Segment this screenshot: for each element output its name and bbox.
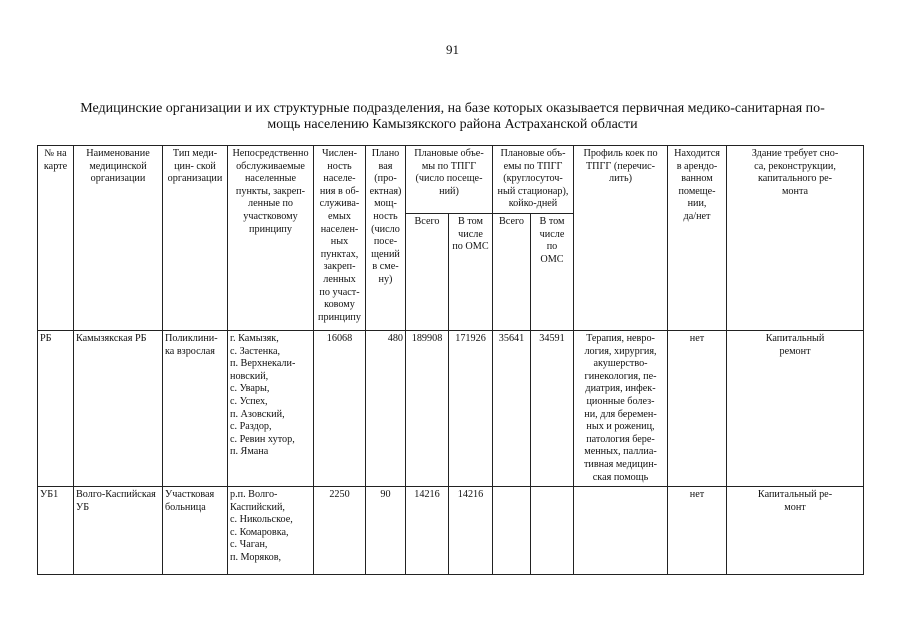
cell-line: (число посеще-	[415, 173, 483, 185]
cell-line: диатрия, инфек-	[585, 383, 656, 395]
cell-line: населенные	[244, 173, 297, 185]
cell-line: г. Камызяк,	[230, 332, 279, 344]
cell-capacity: 480	[366, 330, 406, 486]
cell-line: цин- ской	[174, 160, 216, 172]
cell-line: карте	[43, 160, 68, 172]
cell-line: Наименование	[86, 148, 150, 159]
cell-repair	[727, 487, 864, 575]
cell-line: (число	[371, 223, 400, 235]
cell-line: мы по ТПГГ	[421, 160, 477, 172]
cell-visits-oms: 171926	[449, 330, 493, 486]
header-row-1	[38, 146, 864, 214]
cell-line: ковому	[324, 299, 355, 311]
cell-line: монта	[781, 185, 809, 197]
cell-line: патология бере-	[586, 433, 655, 445]
cell-line: койко-дней	[508, 198, 558, 210]
cell-visits-total: 189908	[406, 330, 449, 486]
cell-line: Капитальный	[765, 332, 825, 344]
cell-line: в сме-	[372, 261, 399, 273]
cell-line: са, реконструкции,	[754, 160, 836, 172]
cell-line: вая	[378, 160, 393, 172]
cell-line: в арендо-	[676, 160, 718, 172]
cell-line: принципу	[318, 311, 361, 323]
cell-type	[163, 487, 228, 575]
cell-line: ных	[330, 236, 349, 248]
cell-line: Каспийский,	[230, 501, 285, 513]
header-capacity	[366, 146, 406, 331]
cell-line: посе-	[373, 236, 398, 248]
cell-line: ность	[373, 210, 398, 222]
cell-line: Тип меди-	[172, 148, 218, 159]
cell-line: закреп-	[323, 261, 356, 273]
header-beds-total	[493, 213, 531, 330]
cell-line: принципу	[249, 223, 292, 235]
cell-line: тивная медицин-	[583, 458, 658, 470]
cell-line: п. Азовский,	[230, 408, 285, 420]
cell-num: УБ1	[38, 487, 74, 575]
cell-line: ектная)	[369, 185, 402, 197]
page-number: 91	[446, 42, 459, 57]
cell-visits-oms: 14216	[449, 487, 493, 575]
cell-line: ный стационар),	[497, 185, 569, 197]
cell-line: новский,	[230, 370, 269, 382]
cell-line: ленных	[323, 273, 356, 285]
cell-line: Капитальный ре-	[757, 489, 833, 501]
cell-line: пунктах,	[320, 248, 359, 260]
cell-line: ТПГГ (перечис-	[585, 160, 656, 172]
cell-line: ленные по	[248, 198, 293, 210]
cell-line: пункты, закреп-	[235, 185, 306, 197]
cell-line: (круглосуточ-	[503, 173, 563, 185]
cell-settlements	[228, 487, 314, 575]
cell-line: щений	[371, 248, 400, 260]
cell-line: п. Моряков,	[230, 552, 282, 564]
cell-line: мощ-	[374, 198, 397, 210]
cell-line: с. Успех,	[230, 395, 268, 407]
cell-line: числе	[458, 228, 483, 240]
cell-line: участковому	[243, 210, 298, 222]
table-row	[38, 487, 864, 575]
cell-line: по участ-	[319, 286, 360, 298]
cell-line: ных и рожениц,	[586, 421, 655, 433]
cell-line: обслуживаемые	[236, 160, 305, 172]
header-rented	[668, 146, 727, 331]
cell-line: капитального ре-	[757, 173, 833, 185]
cell-line: с. Никольское,	[230, 514, 293, 526]
table-row	[38, 330, 864, 486]
cell-num: РБ	[38, 330, 74, 486]
cell-line: ния в об-	[319, 185, 360, 197]
cell-line: да/нет	[683, 210, 711, 222]
cell-line: больница	[165, 501, 206, 513]
cell-line: Плановые объе-	[414, 148, 484, 159]
cell-line: ний)	[439, 185, 459, 197]
cell-line: п. Верхнекали-	[230, 358, 296, 370]
cell-line: ность	[327, 160, 352, 172]
cell-profile	[574, 487, 668, 575]
cell-line: Всего	[414, 215, 440, 227]
cell-line: Терапия, невро-	[586, 332, 655, 344]
cell-line: ванном	[681, 173, 713, 185]
cell-line: числе	[539, 228, 565, 240]
cell-beds-total	[493, 487, 531, 575]
cell-line: Профиль коек по	[583, 148, 658, 159]
cell-line: лить)	[609, 173, 633, 185]
cell-line: Находится	[674, 148, 720, 159]
cell-line: В том	[539, 215, 565, 227]
cell-line: ская помощь	[592, 471, 649, 483]
cell-line: по ОМС	[452, 241, 489, 253]
title-line-2: мощь населению Камызякского района Астраханской области	[267, 117, 638, 132]
cell-line: ОМС	[540, 253, 564, 265]
cell-line: населе-	[323, 173, 356, 185]
cell-beds-total: 35641	[493, 330, 531, 486]
cell-line: ну)	[378, 273, 393, 285]
cell-rented: нет	[668, 487, 727, 575]
cell-line: с. Комаровка,	[230, 526, 289, 538]
header-name	[74, 146, 163, 331]
cell-line: с. Ревин хутор,	[230, 433, 295, 445]
header-visits-group	[406, 146, 493, 214]
cell-population: 2250	[314, 487, 366, 575]
cell-line: Числен-	[321, 148, 358, 159]
cell-line: Плано	[371, 148, 400, 159]
cell-line: акушерство-	[593, 358, 648, 370]
medical-organizations-table	[37, 145, 864, 575]
cell-line: Волго-Каспийская	[76, 489, 156, 501]
cell-name	[74, 330, 163, 486]
header-settlements	[228, 146, 314, 331]
cell-line: по	[546, 241, 558, 253]
cell-line: гинекология, пе-	[584, 370, 657, 382]
document-title	[40, 101, 865, 133]
cell-rented: нет	[668, 330, 727, 486]
cell-settlements	[228, 330, 314, 486]
cell-line: населен-	[320, 223, 359, 235]
cell-line: УБ	[76, 501, 90, 513]
cell-line: п. Ямана	[230, 446, 269, 458]
cell-line: Всего	[499, 215, 524, 227]
header-num	[38, 146, 74, 331]
cell-line: медицинской	[89, 160, 147, 172]
cell-line: с. Раздор,	[230, 421, 272, 433]
header-repair	[727, 146, 864, 331]
cell-line: менных, паллиа-	[584, 446, 657, 458]
cell-line: помеще-	[678, 185, 716, 197]
header-population	[314, 146, 366, 331]
cell-line: В том	[457, 215, 483, 227]
cell-beds-oms: 34591	[531, 330, 574, 486]
cell-line: Непосредственно	[232, 148, 309, 159]
cell-line: № на	[44, 148, 67, 159]
cell-name	[74, 487, 163, 575]
cell-repair	[727, 330, 864, 486]
cell-line: (про-	[374, 173, 397, 185]
cell-visits-total: 14216	[406, 487, 449, 575]
cell-line: ремонт	[779, 345, 811, 357]
cell-capacity: 90	[366, 487, 406, 575]
cell-line: ционные болез-	[586, 395, 655, 407]
cell-line: Плановые объ-	[500, 148, 566, 159]
header-profile	[574, 146, 668, 331]
cell-line: организации	[167, 173, 223, 185]
cell-line: Здание требует сно-	[751, 148, 839, 159]
header-visits-total	[406, 213, 449, 330]
cell-line: с. Чаган,	[230, 539, 268, 551]
cell-line: нии,	[687, 198, 707, 210]
header-visits-oms	[449, 213, 493, 330]
cell-line: ни, для беремен-	[584, 408, 657, 420]
cell-profile	[574, 330, 668, 486]
header-beds-group	[493, 146, 574, 214]
cell-beds-oms	[531, 487, 574, 575]
cell-line: Участковая	[165, 489, 215, 501]
cell-line: Поликлини-	[165, 332, 218, 344]
cell-line: р.п. Волго-	[230, 489, 278, 501]
cell-line: емых	[328, 210, 351, 222]
cell-line: с. Застенка,	[230, 345, 281, 357]
cell-line: служива-	[319, 198, 360, 210]
title-line-1: Медицинские организации и их структурные подразделения, на базе которых оказывается первичная медико-санитарная по-	[80, 101, 825, 116]
cell-line: монт	[784, 501, 806, 513]
cell-line: логия, хирургия,	[584, 345, 657, 357]
header-beds-oms	[531, 213, 574, 330]
cell-type	[163, 330, 228, 486]
cell-line: Камызякская РБ	[76, 332, 147, 344]
cell-population: 16068	[314, 330, 366, 486]
header-type	[163, 146, 228, 331]
cell-line: емы по ТПГГ	[503, 160, 563, 172]
cell-line: с. Увары,	[230, 383, 270, 395]
cell-line: организации	[90, 173, 146, 185]
cell-line: ка взрослая	[165, 345, 215, 357]
